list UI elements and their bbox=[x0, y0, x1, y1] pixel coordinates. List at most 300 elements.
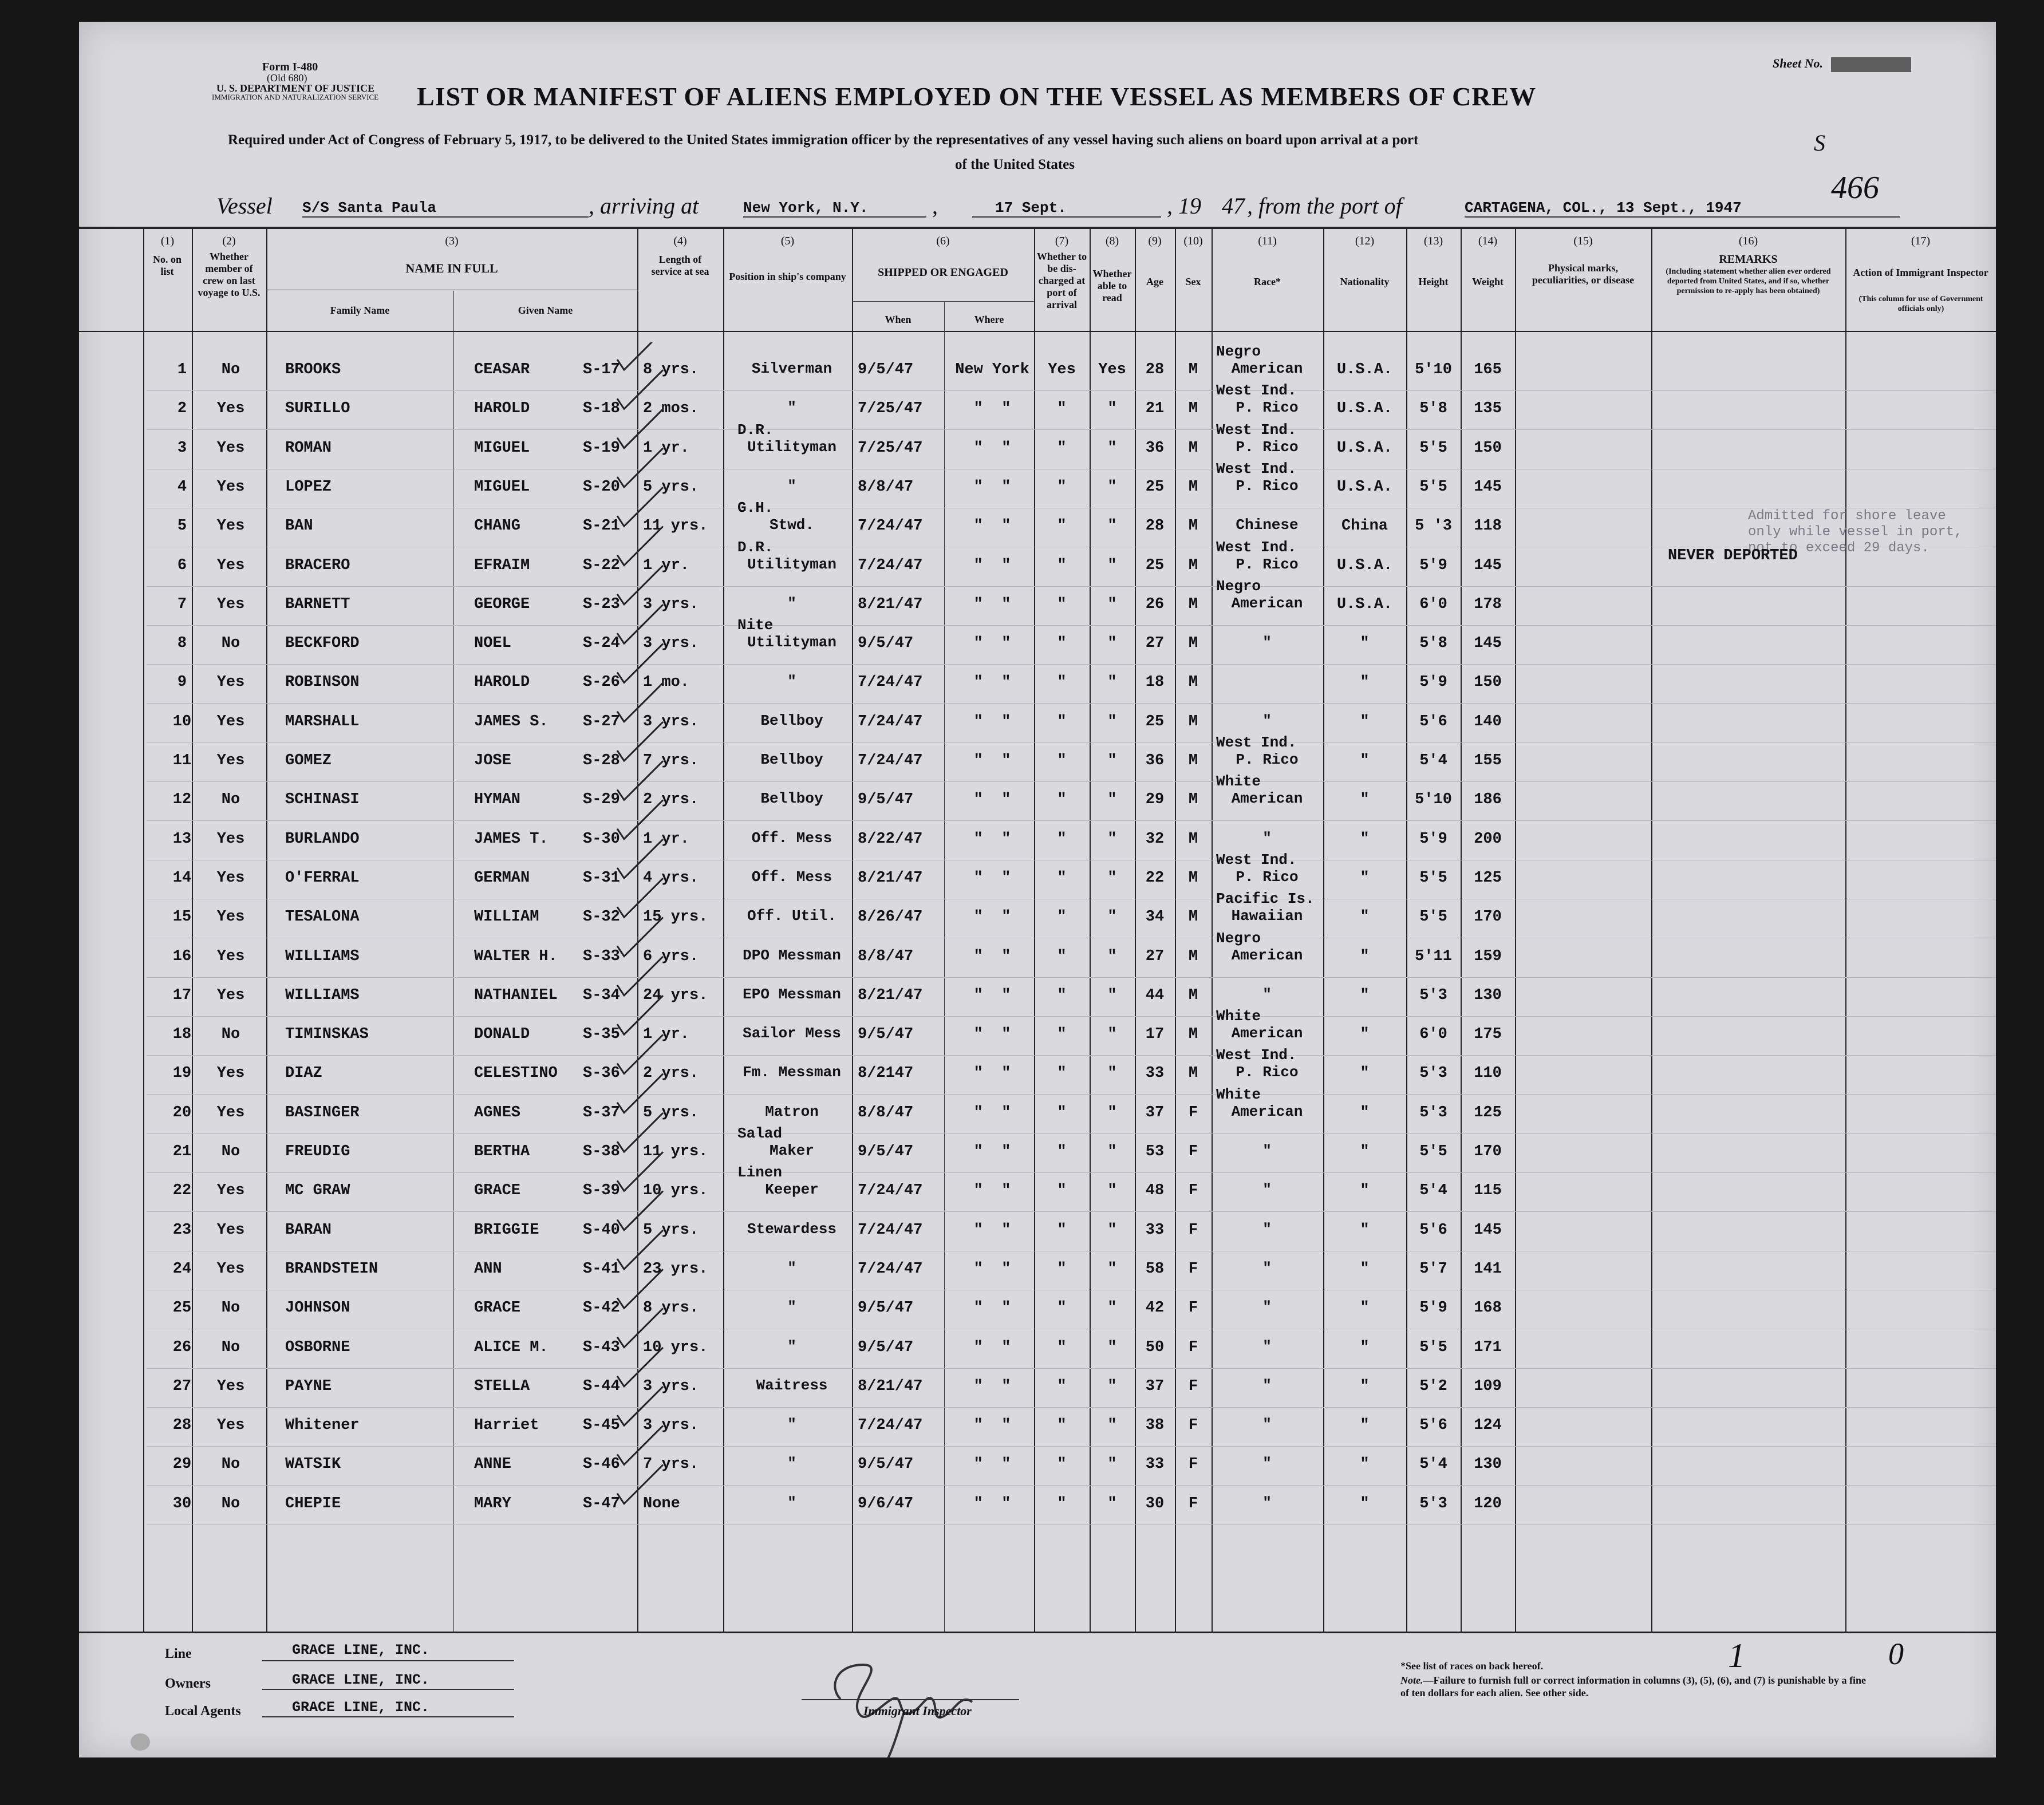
departure-port: CARTAGENA, COL., 13 Sept., 1947 bbox=[1465, 199, 1742, 216]
able-to-read: " bbox=[1107, 1026, 1117, 1044]
table-row bbox=[79, 617, 1996, 673]
col-header-shipped: SHIPPED OR ENGAGED bbox=[878, 266, 1008, 279]
table-row bbox=[79, 577, 1996, 634]
sex: M bbox=[1188, 909, 1198, 926]
nationality: " bbox=[1360, 1143, 1370, 1160]
able-to-read: " bbox=[1107, 1182, 1117, 1200]
shipped-where: " " bbox=[973, 909, 1011, 926]
vessel-underline bbox=[302, 216, 589, 218]
family-name: O'FERRAL bbox=[285, 869, 360, 887]
discharged: " bbox=[1057, 869, 1067, 887]
able-to-read: " bbox=[1107, 986, 1117, 1004]
crew-id: S-40 bbox=[583, 1221, 620, 1239]
nationality: U.S.A. bbox=[1336, 400, 1393, 418]
height: 5'4 bbox=[1419, 752, 1447, 769]
age: 33 bbox=[1145, 1065, 1165, 1083]
col-header-age: Age bbox=[1146, 276, 1163, 287]
discharged: " bbox=[1057, 1377, 1067, 1395]
shipped-where: " " bbox=[973, 947, 1011, 965]
row-number: 8 bbox=[177, 635, 187, 653]
table-row bbox=[79, 1260, 1996, 1299]
position-line2: " bbox=[787, 594, 796, 612]
row-number: 26 bbox=[172, 1338, 192, 1356]
agents-underline bbox=[262, 1716, 514, 1717]
family-name: BARNETT bbox=[285, 595, 350, 613]
able-to-read: " bbox=[1107, 1065, 1117, 1083]
length-of-service: 23 yrs. bbox=[643, 1260, 708, 1278]
able-to-read: " bbox=[1107, 1221, 1117, 1239]
col-num-7: (7) bbox=[1055, 235, 1069, 247]
position-line2: Matron bbox=[765, 1103, 819, 1120]
col-num-14: (14) bbox=[1478, 235, 1498, 247]
sex: M bbox=[1188, 752, 1198, 769]
row-number: 22 bbox=[172, 1182, 192, 1200]
age: 25 bbox=[1145, 478, 1165, 496]
row-number: 15 bbox=[172, 909, 192, 926]
table-row bbox=[79, 1164, 1996, 1221]
vessel-name: S/S Santa Paula bbox=[302, 199, 437, 216]
height: 5'7 bbox=[1419, 1260, 1447, 1278]
checkmark-icon bbox=[617, 370, 663, 409]
shipped-where: " " bbox=[973, 986, 1011, 1004]
discharged: " bbox=[1057, 986, 1067, 1004]
checkmark-icon bbox=[617, 1348, 663, 1387]
col-header-race: Race* bbox=[1254, 276, 1281, 287]
shipped-subheader-line bbox=[852, 301, 1034, 302]
position-line2: Utilityman bbox=[747, 555, 837, 573]
length-of-service: 6 yrs. bbox=[643, 947, 699, 965]
race-line2: " bbox=[1262, 1142, 1272, 1159]
col-num-15: (15) bbox=[1573, 235, 1593, 247]
race-line2: American bbox=[1231, 594, 1303, 612]
given-name: CHANG bbox=[474, 518, 521, 535]
length-of-service: 3 yrs. bbox=[643, 1417, 699, 1435]
given-name: GRACE bbox=[474, 1182, 521, 1200]
shipped-where: " " bbox=[973, 518, 1011, 535]
checkmark-icon bbox=[617, 605, 663, 643]
discharged: " bbox=[1057, 1300, 1067, 1317]
crew-id: S-35 bbox=[583, 1026, 620, 1044]
table-row bbox=[79, 343, 1996, 400]
prev-voyage: Yes bbox=[216, 674, 245, 692]
given-name: CEASAR bbox=[474, 361, 530, 378]
crew-id: S-41 bbox=[583, 1260, 620, 1278]
given-name: JAMES T. bbox=[474, 830, 549, 848]
height: 5'9 bbox=[1419, 556, 1447, 574]
family-name: BECKFORD bbox=[285, 635, 360, 653]
position-line2: Bellboy bbox=[760, 751, 823, 768]
sex: F bbox=[1188, 1104, 1198, 1121]
table-top-border bbox=[79, 227, 1996, 229]
able-to-read: " bbox=[1107, 713, 1117, 730]
family-name: GOMEZ bbox=[285, 752, 332, 769]
tally-zero: 0 bbox=[1888, 1637, 1904, 1671]
able-to-read: " bbox=[1107, 1377, 1117, 1395]
col-header-when: When bbox=[885, 314, 911, 325]
shipped-where: " " bbox=[973, 1026, 1011, 1044]
owners-value: GRACE LINE, INC. bbox=[292, 1672, 430, 1688]
sex: M bbox=[1188, 791, 1198, 809]
sex: M bbox=[1188, 478, 1198, 496]
row-number: 7 bbox=[177, 595, 187, 613]
discharged: " bbox=[1057, 752, 1067, 769]
col-num-4: (4) bbox=[673, 235, 687, 247]
position-line2: " bbox=[787, 673, 796, 690]
position-line2: " bbox=[787, 1455, 796, 1472]
family-name: WATSIK bbox=[285, 1456, 341, 1474]
length-of-service: 24 yrs. bbox=[643, 986, 708, 1004]
weight: 110 bbox=[1474, 1065, 1502, 1083]
given-name: NOEL bbox=[474, 635, 511, 653]
position-line2: Fm. Messman bbox=[743, 1064, 841, 1081]
crew-id: S-47 bbox=[583, 1495, 620, 1512]
prev-voyage: Yes bbox=[216, 1417, 245, 1435]
col-header-physical-marks: Physical marks, peculiarities, or disease bbox=[1532, 262, 1635, 286]
sex: F bbox=[1188, 1260, 1198, 1278]
shipped-where: " " bbox=[973, 1338, 1011, 1356]
shipped-when: 9/5/47 bbox=[858, 635, 914, 653]
able-to-read: " bbox=[1107, 635, 1117, 653]
col-num-11: (11) bbox=[1258, 235, 1277, 247]
prev-voyage: Yes bbox=[216, 595, 245, 613]
age: 17 bbox=[1145, 1026, 1165, 1044]
given-name: WILLIAM bbox=[474, 909, 539, 926]
crew-id: S-27 bbox=[583, 713, 620, 730]
prev-voyage: Yes bbox=[216, 713, 245, 730]
weight: 145 bbox=[1474, 478, 1502, 496]
discharged: " bbox=[1057, 400, 1067, 418]
length-of-service: 11 yrs. bbox=[643, 1143, 708, 1160]
race-line1: White bbox=[1216, 1085, 1261, 1103]
discharged: " bbox=[1057, 830, 1067, 848]
sex: M bbox=[1188, 713, 1198, 730]
height: 5'8 bbox=[1419, 400, 1447, 418]
nationality: " bbox=[1360, 1338, 1370, 1356]
table-row bbox=[79, 1338, 1996, 1377]
discharged: " bbox=[1057, 1182, 1067, 1200]
shipped-when: 7/24/47 bbox=[858, 713, 923, 730]
length-of-service: 5 yrs. bbox=[643, 478, 699, 496]
weight: 145 bbox=[1474, 1221, 1502, 1239]
row-number: 20 bbox=[172, 1104, 192, 1121]
crew-id: S-42 bbox=[583, 1300, 620, 1317]
nationality: " bbox=[1360, 791, 1370, 809]
crew-id: S-44 bbox=[583, 1377, 620, 1395]
nationality: " bbox=[1360, 1221, 1370, 1239]
age: 37 bbox=[1145, 1377, 1165, 1395]
row-number: 10 bbox=[172, 713, 192, 730]
age: 26 bbox=[1145, 595, 1165, 613]
height: 5 '3 bbox=[1415, 518, 1452, 535]
length-of-service: 7 yrs. bbox=[643, 1456, 699, 1474]
able-to-read: " bbox=[1107, 791, 1117, 809]
shipped-when: 8/8/47 bbox=[858, 1104, 914, 1121]
row-number: 12 bbox=[172, 791, 192, 809]
table-row bbox=[79, 929, 1996, 986]
height: 5'5 bbox=[1419, 1143, 1447, 1160]
row-number: 25 bbox=[172, 1300, 192, 1317]
age: 37 bbox=[1145, 1104, 1165, 1121]
sex: M bbox=[1188, 439, 1198, 457]
given-name: STELLA bbox=[474, 1377, 530, 1395]
height: 5'11 bbox=[1415, 947, 1452, 965]
discharged: " bbox=[1057, 1065, 1067, 1083]
sheet-number-scribble bbox=[1831, 57, 1911, 72]
col-header-remarks: REMARKS bbox=[1719, 253, 1778, 266]
height: 5'3 bbox=[1419, 986, 1447, 1004]
shipped-when: 8/26/47 bbox=[858, 909, 923, 926]
shipped-where: " " bbox=[973, 439, 1011, 457]
position-line2: Off. Mess bbox=[751, 868, 832, 886]
length-of-service: 3 yrs. bbox=[643, 713, 699, 730]
family-name: ROBINSON bbox=[285, 674, 360, 692]
position-line1: Salad bbox=[737, 1125, 783, 1142]
sex: F bbox=[1188, 1377, 1198, 1395]
shipped-where: " " bbox=[973, 674, 1011, 692]
race-line2: American bbox=[1231, 1103, 1303, 1120]
prev-voyage: No bbox=[221, 1338, 240, 1356]
table-row bbox=[79, 713, 1996, 752]
race-line1: West Ind. bbox=[1216, 421, 1297, 439]
given-name: MARY bbox=[474, 1495, 511, 1512]
nationality: " bbox=[1360, 1182, 1370, 1200]
family-name: BAN bbox=[285, 518, 313, 535]
discharged: " bbox=[1057, 1221, 1067, 1239]
race-line2: American bbox=[1231, 1025, 1303, 1042]
arriving-label: , arriving at bbox=[589, 193, 699, 219]
col-num-10: (10) bbox=[1183, 235, 1203, 247]
height: 5'4 bbox=[1419, 1182, 1447, 1200]
height: 5'6 bbox=[1419, 1221, 1447, 1239]
sex: F bbox=[1188, 1182, 1198, 1200]
prev-voyage: Yes bbox=[216, 1377, 245, 1395]
shipped-where: " " bbox=[973, 1495, 1011, 1512]
owners-label: Owners bbox=[165, 1676, 211, 1691]
weight: 120 bbox=[1474, 1495, 1502, 1512]
row-number: 30 bbox=[172, 1495, 192, 1512]
shipped-where: " " bbox=[973, 1143, 1011, 1160]
sex: M bbox=[1188, 1065, 1198, 1083]
weight: 140 bbox=[1474, 713, 1502, 730]
sex: F bbox=[1188, 1495, 1198, 1512]
length-of-service: 3 yrs. bbox=[643, 595, 699, 613]
arrival-year: 47 bbox=[1222, 193, 1245, 219]
nationality: " bbox=[1360, 1260, 1370, 1278]
position-line2: Bellboy bbox=[760, 712, 823, 729]
given-name: Harriet bbox=[474, 1417, 539, 1435]
position-line2: " bbox=[787, 1337, 796, 1355]
checkmark-icon bbox=[617, 761, 663, 800]
sex: M bbox=[1188, 518, 1198, 535]
col-header-family-name: Family Name bbox=[330, 305, 390, 316]
weight: 159 bbox=[1474, 947, 1502, 965]
nationality: " bbox=[1360, 1495, 1370, 1512]
weight: 150 bbox=[1474, 674, 1502, 692]
crew-id: S-45 bbox=[583, 1417, 620, 1435]
discharged: " bbox=[1057, 439, 1067, 457]
length-of-service: 5 yrs. bbox=[643, 1221, 699, 1239]
row-number: 23 bbox=[172, 1221, 192, 1239]
race-line2: " bbox=[1262, 634, 1272, 651]
prev-voyage: No bbox=[221, 361, 240, 378]
height: 5'4 bbox=[1419, 1456, 1447, 1474]
given-name: BERTHA bbox=[474, 1143, 530, 1160]
able-to-read: " bbox=[1107, 1456, 1117, 1474]
race-line2: " bbox=[1262, 1181, 1272, 1199]
shipped-when: 8/21/47 bbox=[858, 869, 923, 887]
service: IMMIGRATION AND NATURALIZATION SERVICE bbox=[212, 93, 379, 101]
able-to-read: " bbox=[1107, 518, 1117, 535]
nationality: " bbox=[1360, 713, 1370, 730]
table-row bbox=[79, 986, 1996, 1025]
col-header-discharged: Whether to be dis-charged at port of arrival bbox=[1036, 251, 1087, 310]
length-of-service: 3 yrs. bbox=[643, 1377, 699, 1395]
position-line1: Linen bbox=[737, 1164, 783, 1182]
comma-separator: , bbox=[932, 193, 938, 219]
weight: 130 bbox=[1474, 986, 1502, 1004]
table-row bbox=[79, 773, 1996, 830]
date-underline bbox=[972, 216, 1161, 218]
shipped-where: " " bbox=[973, 556, 1011, 574]
table-row bbox=[79, 890, 1996, 947]
position-line2: " bbox=[787, 1298, 796, 1316]
crew-id: S-46 bbox=[583, 1456, 620, 1474]
length-of-service: 1 mo. bbox=[643, 674, 690, 692]
able-to-read: " bbox=[1107, 1300, 1117, 1317]
fine-note-text: —Failure to furnish full or correct information in columns (3), (5), (6), and (7) is punishable by a fine of ten dollars for each alien. See other side. bbox=[1400, 1674, 1867, 1699]
crew-id: S-28 bbox=[583, 752, 620, 769]
shipped-when: 9/5/47 bbox=[858, 791, 914, 809]
weight: 150 bbox=[1474, 439, 1502, 457]
crew-id: S-30 bbox=[583, 830, 620, 848]
inspector-label: Immigrant Inspector bbox=[863, 1704, 972, 1718]
col-header-service: Length of service at sea bbox=[651, 254, 709, 277]
vessel-label: Vessel bbox=[216, 193, 273, 219]
shipped-when: 7/24/47 bbox=[858, 1182, 923, 1200]
crew-id: S-22 bbox=[583, 556, 620, 574]
prev-voyage: Yes bbox=[216, 830, 245, 848]
table-row bbox=[79, 830, 1996, 869]
prev-voyage: Yes bbox=[216, 1260, 245, 1278]
from-label: , from the port of bbox=[1247, 193, 1402, 219]
position-line2: " bbox=[787, 477, 796, 495]
checkmark-icon bbox=[617, 527, 663, 566]
position-line1: D.R. bbox=[737, 538, 774, 556]
height: 5'3 bbox=[1419, 1495, 1447, 1512]
prev-voyage: Yes bbox=[216, 1065, 245, 1083]
row-number: 27 bbox=[172, 1377, 192, 1395]
col-header-weight: Weight bbox=[1471, 276, 1504, 287]
nationality: U.S.A. bbox=[1336, 478, 1393, 496]
length-of-service: 1 yr. bbox=[643, 439, 690, 457]
shipped-when: 9/5/47 bbox=[858, 361, 914, 378]
discharged: " bbox=[1057, 1104, 1067, 1121]
shipped-when: 7/24/47 bbox=[858, 674, 923, 692]
prev-voyage: Yes bbox=[216, 1104, 245, 1121]
family-name: PAYNE bbox=[285, 1377, 332, 1395]
crew-id: S-20 bbox=[583, 478, 620, 496]
length-of-service: 1 yr. bbox=[643, 1026, 690, 1044]
row-number: 28 bbox=[172, 1417, 192, 1435]
family-name: WILLIAMS bbox=[285, 947, 360, 965]
prev-voyage: Yes bbox=[216, 478, 245, 496]
department: U. S. DEPARTMENT OF JUSTICE bbox=[216, 82, 375, 94]
race-line2: " bbox=[1262, 1259, 1272, 1277]
given-name: JOSE bbox=[474, 752, 511, 769]
family-name: MARSHALL bbox=[285, 713, 360, 730]
crew-id: S-43 bbox=[583, 1338, 620, 1356]
shipped-when: 8/2147 bbox=[858, 1065, 914, 1083]
discharged: " bbox=[1057, 674, 1067, 692]
age: 34 bbox=[1145, 909, 1165, 926]
race-line1: White bbox=[1216, 773, 1261, 791]
family-name: BRANDSTEIN bbox=[285, 1260, 378, 1278]
shore-leave-stamp: Admitted for shore leave only while vessel in port, not to exceed 29 days. bbox=[1748, 508, 1963, 556]
discharged: " bbox=[1057, 478, 1067, 496]
nationality: " bbox=[1360, 1026, 1370, 1044]
sex: M bbox=[1188, 556, 1198, 574]
row-number: 13 bbox=[172, 830, 192, 848]
race-line1: Negro bbox=[1216, 343, 1261, 360]
col-header-remarks-note: (Including statement whether alien ever ordered deported from United States, and if so, whether permission to re-apply has been obtained) bbox=[1666, 267, 1831, 295]
shipped-where: " " bbox=[973, 713, 1011, 730]
given-name: AGNES bbox=[474, 1104, 521, 1121]
col-header-where: Where bbox=[974, 314, 1004, 325]
able-to-read: " bbox=[1107, 909, 1117, 926]
discharged: " bbox=[1057, 1143, 1067, 1160]
nationality: " bbox=[1360, 947, 1370, 965]
family-name: OSBORNE bbox=[285, 1338, 350, 1356]
race-line2: " bbox=[1262, 985, 1272, 1003]
form-old-number: (Old 680) bbox=[267, 72, 307, 84]
weight: 115 bbox=[1474, 1182, 1502, 1200]
checkmark-icon bbox=[617, 1034, 663, 1073]
family-name: SURILLO bbox=[285, 400, 350, 418]
age: 30 bbox=[1145, 1495, 1165, 1512]
given-name: NATHANIEL bbox=[474, 986, 558, 1004]
race-line2: " bbox=[1262, 829, 1272, 847]
checkmark-icon bbox=[617, 342, 663, 370]
arrival-date: 17 Sept. bbox=[995, 199, 1067, 216]
given-name: HAROLD bbox=[474, 674, 530, 692]
nationality: China bbox=[1341, 518, 1388, 535]
age: 21 bbox=[1145, 400, 1165, 418]
weight: 125 bbox=[1474, 1104, 1502, 1121]
age: 25 bbox=[1145, 556, 1165, 574]
table-row bbox=[79, 851, 1996, 908]
discharged: " bbox=[1057, 635, 1067, 653]
family-name: BURLANDO bbox=[285, 830, 360, 848]
position-line2: " bbox=[787, 399, 796, 417]
discharged: " bbox=[1057, 1338, 1067, 1356]
length-of-service: 2 mos. bbox=[643, 400, 699, 418]
position-line2: Maker bbox=[769, 1142, 814, 1159]
race-line2: Chinese bbox=[1236, 516, 1299, 534]
sex: M bbox=[1188, 1026, 1198, 1044]
family-name: MC GRAW bbox=[285, 1182, 350, 1200]
position-line2: Keeper bbox=[765, 1181, 819, 1199]
checkmark-icon bbox=[617, 839, 663, 878]
weight: 175 bbox=[1474, 1026, 1502, 1044]
position-line2: Stwd. bbox=[769, 516, 814, 534]
given-name: JAMES S. bbox=[474, 713, 549, 730]
length-of-service: 2 yrs. bbox=[643, 791, 699, 809]
age: 29 bbox=[1145, 791, 1165, 809]
race-line1: Pacific Is. bbox=[1216, 890, 1315, 908]
height: 5'3 bbox=[1419, 1065, 1447, 1083]
row-number: 17 bbox=[172, 986, 192, 1004]
checkmark-icon bbox=[617, 683, 663, 722]
